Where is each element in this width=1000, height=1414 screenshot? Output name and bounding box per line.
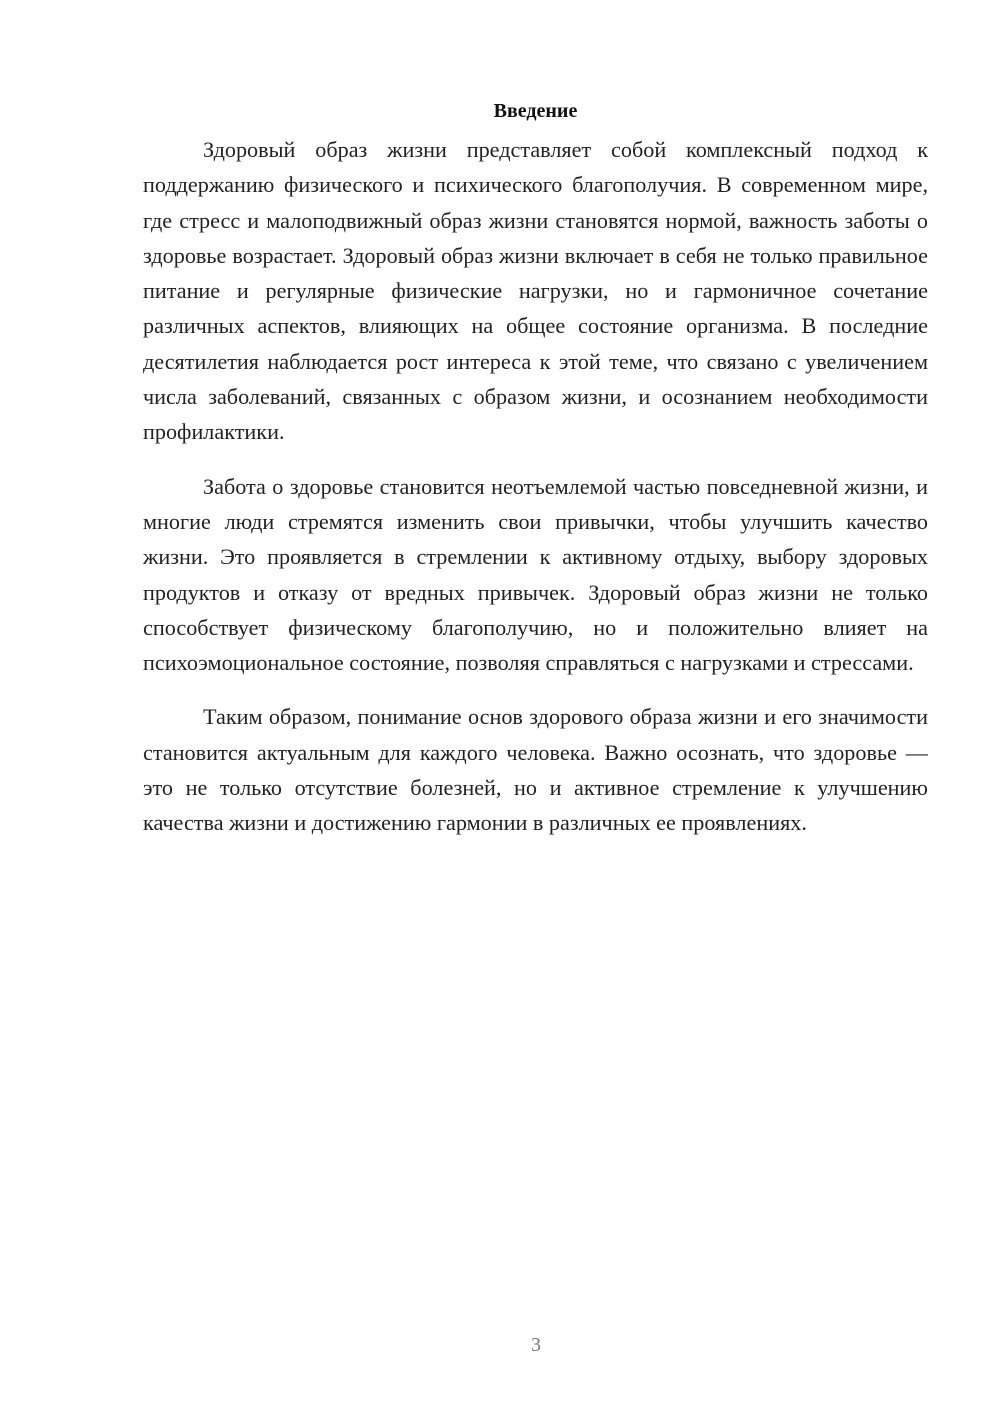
paragraph-3: Таким образом, понимание основ здорового образа жизни и его значимости становится актуальным для каждого человека. Важно осознать, что здоровье — это не только отсутствие болезней, но и активное стремление к улучшению качества жизни и достижению гармонии в различных ее проявлениях. xyxy=(143,704,928,836)
section-heading: Введение xyxy=(493,100,578,122)
page-content xyxy=(143,96,928,860)
paragraph-2: Забота о здоровье становится неотъемлемой частью повседневной жизни, и многие люди стремятся изменить свои привычки, чтобы улучшить качество жизни. Это проявляется в стремлении к активному отдыху, выбору здоровых продуктов и отказу от вредных привычек. Здоровый образ жизни не только способствует физическому благополучию, но и положительно влияет на психоэмоциональное состояние, позволяя справляться с нагрузками и стрессами. xyxy=(143,473,928,676)
paragraph-1: Здоровый образ жизни представляет собой комплексный подход к поддержанию физического и психического благополучия. В современном мире, где стресс и малоподвижный образ жизни становятся нормой, важность заботы о здоровье возрастает. Здоровый образ жизни включает в себя не только правильное питание и регулярные физические нагрузки, но и гармоничное сочетание различных аспектов, влияющих на общее состояние организма. В последние десятилетия наблюдается рост интереса к этой теме, что связано с увеличением числа заболеваний, связанных с образом жизни, и осознанием необходимости профилактики. xyxy=(143,137,928,445)
page-number: 3 xyxy=(531,1334,541,1356)
